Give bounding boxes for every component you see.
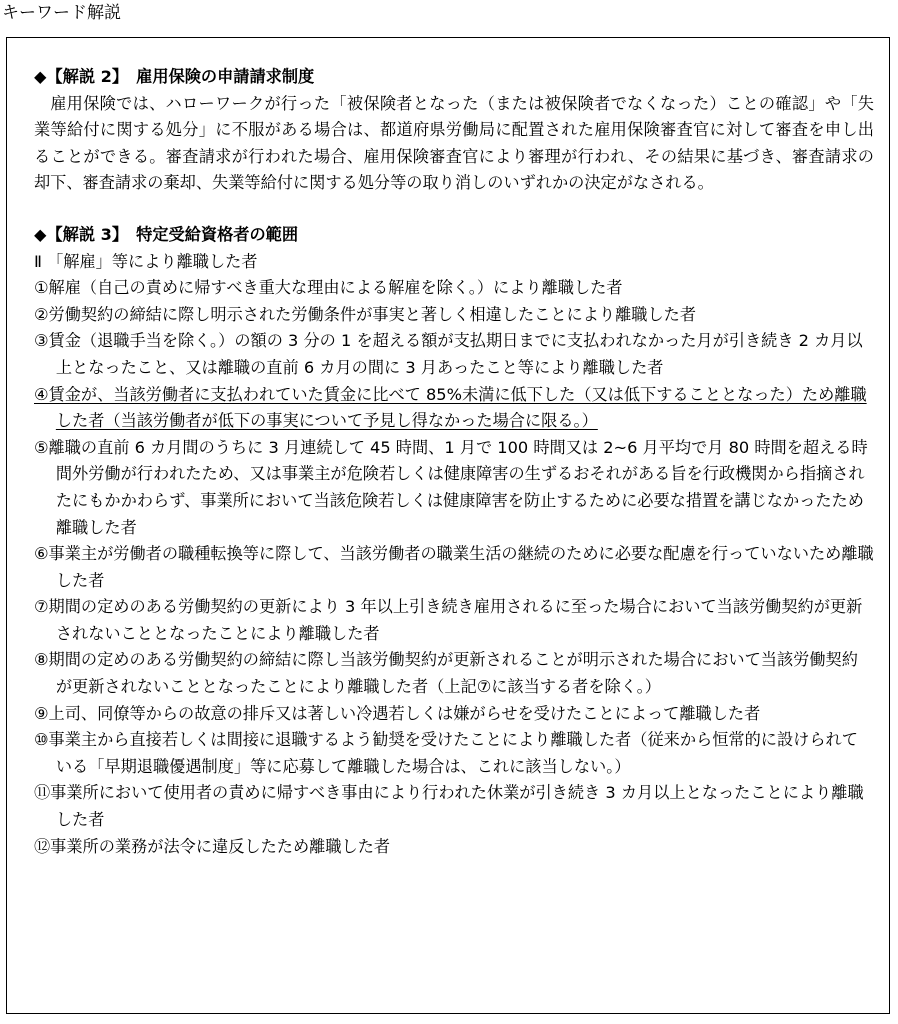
section3-subheading: Ⅱ 「解雇」等により離職した者 [34,251,258,271]
list-item-2: ②労働契約の締結に際し明示された労働条件が事実と著しく相違したことにより離職した者 [34,304,697,324]
list-item-11: ⑪事業所において使用者の責めに帰すべき事由により行われた休業が引き続き 3 カ月以上となったことにより離職した者 [34,783,864,830]
section2-body: 雇用保険では、ハローワークが行った「被保険者となった（または被保険者でなくなった）ことの確認」や「失業等給付に関する処分」に不服がある場合は、都道府県労働局に配置された雇用保険審査官に対して審査を申し出ることができる。審査請求が行われた場合、雇用保険審査官により審理が行われ、その結果に基づき、審査請求の却下、審査請求の棄却、失業等給付に関する処分等の取り消しのいずれかの決定がなされる。 [34,93,874,193]
list-item-4: ④賃金が、当該労働者に支払われていた賃金に比べて 85%未満に低下した（又は低下することとなった）ため離職した者（当該労働者が低下の事実について予見し得なかった場合に限る。） [34,384,867,431]
section2-heading: ◆【解説 2】 雇用保険の申請請求制度 [34,67,315,86]
section3-heading: ◆【解説 3】 特定受給資格者の範囲 [34,224,299,244]
list-item-3: ③賃金（退職手当を除く。）の額の 3 分の 1 を超える額が支払期日までに支払われなかった月が引き続き 2 カ月以上となったこと、又は離職の直前 6 カ月の間に 3 月あったこと等により離職した者 [34,331,863,377]
list-item-7: ⑦期間の定めのある労働契約の更新により 3 年以上引き続き雇用されるに至った場合において当該労働契約が更新されないこととなったことにより離職した者 [34,597,863,643]
list-item-5: ⑤離職の直前 6 カ月間のうちに 3 月連続して 45 時間、1 月で 100 時間又は 2~6 月平均で月 80 時間を超える時間外労働が行われたため、又は事業主が危険若しくは健康障害の生ずるおそれがある旨を行政機関から指摘されたにもかかわらず、事業所において当該危険若しくは健康障害を防止するために必要な措置を講じなかったため離職した者 [34,437,868,537]
list-item-8: ⑧期間の定めのある労働契約の締結に際し当該労働契約が更新されることが明示された場合において当該労働契約が更新されないこととなったことにより離職した者（上記⑦に該当する者を除く。） [34,650,858,697]
explanation-content [34,64,874,860]
list-item-9: ⑨上司、同僚等からの故意の排斥又は著しい冷遇若しくは嫌がらせを受けたことによって離職した者 [34,703,761,723]
section-gap [34,197,874,222]
list-item-12: ⑫事業所の業務が法令に違反したため離職した者 [34,836,391,856]
page-title: キーワード解説 [2,3,121,23]
list-item-10: ⑩事業主から直接若しくは間接に退職するよう勧奨を受けたことにより離職した者（従来から恒常的に設けられている「早期退職優遇制度」等に応募して離職した場合は、これに該当しない。） [34,730,858,776]
list-item-6: ⑥事業主が労働者の職種転換等に際して、当該労働者の職業生活の継続のために必要な配慮を行っていないため離職した者 [34,544,874,590]
list-item-1: ①解雇（自己の責めに帰すべき重大な理由による解雇を除く。）により離職した者 [34,278,623,298]
